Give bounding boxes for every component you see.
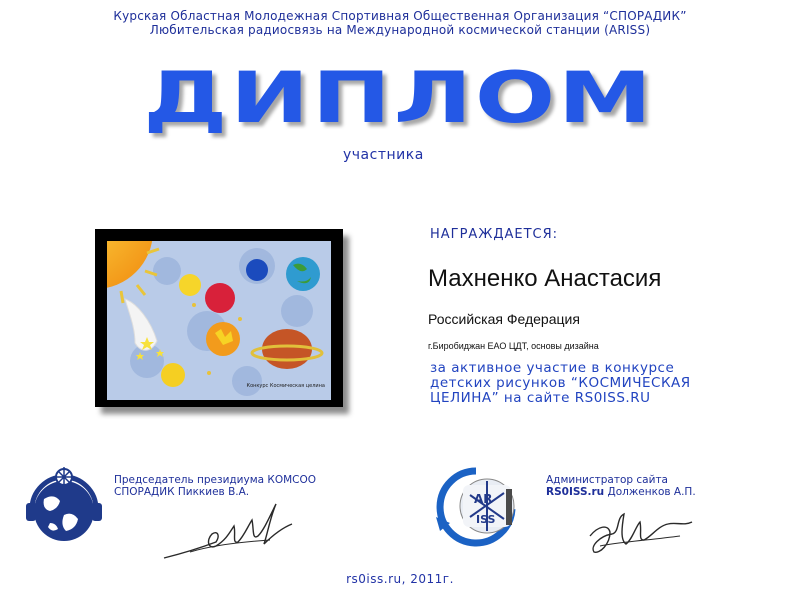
admin-signature (580, 496, 700, 570)
organization-header (0, 9, 800, 37)
recipient-name: Махненко Анастасия (428, 265, 662, 292)
award-reason-line: ЦЕЛИНА” на сайте RS0ISS.RU (430, 390, 651, 406)
admin-title: Администратор сайта (546, 474, 668, 486)
organization-name: Курская Областная Молодежная Спортивная Общественная Организация “СПОРАДИК” (113, 9, 687, 23)
project-name: Любительская радиосвязь на Международной космической станции (ARISS) (149, 23, 651, 37)
diploma-title: ДИПЛОМ (143, 57, 655, 139)
ariss-logo (430, 465, 520, 551)
ariss-logo-bottom-text: ISS (476, 513, 496, 526)
admin-site: RS0ISS.ru (546, 486, 605, 498)
footer-site-year: rs0iss.ru, 2011г. (346, 572, 454, 586)
chairman-name: СПОРАДИК Пиккиев В.А. (114, 486, 250, 498)
sporadik-globe-logo (24, 463, 104, 555)
award-reason-line: за активное участие в конкурсе (430, 360, 675, 376)
award-reason-line: детских рисунков “КОСМИЧЕСКАЯ (430, 375, 691, 391)
awarded-label: НАГРАЖДАЕТСЯ: (430, 227, 559, 242)
chairman-title: Председатель президиума КОМСОО (114, 474, 317, 486)
drawing-frame (95, 229, 343, 407)
recipient-institution: г.Биробиджан ЕАО ЦДТ, основы дизайна (428, 341, 599, 351)
admin-signatory (546, 474, 786, 498)
children-drawing-image (107, 241, 331, 400)
chairman-signatory (114, 474, 384, 498)
chairman-signature (160, 496, 300, 570)
drawing-caption: Конкурс Космическая целина (246, 383, 325, 389)
ariss-logo-top-text: AR (474, 492, 493, 506)
admin-name: Долженков А.П. (604, 486, 696, 498)
award-reason (430, 361, 770, 406)
recipient-country: Российская Федерация (428, 311, 580, 327)
diploma-subtitle: участника (343, 147, 424, 163)
